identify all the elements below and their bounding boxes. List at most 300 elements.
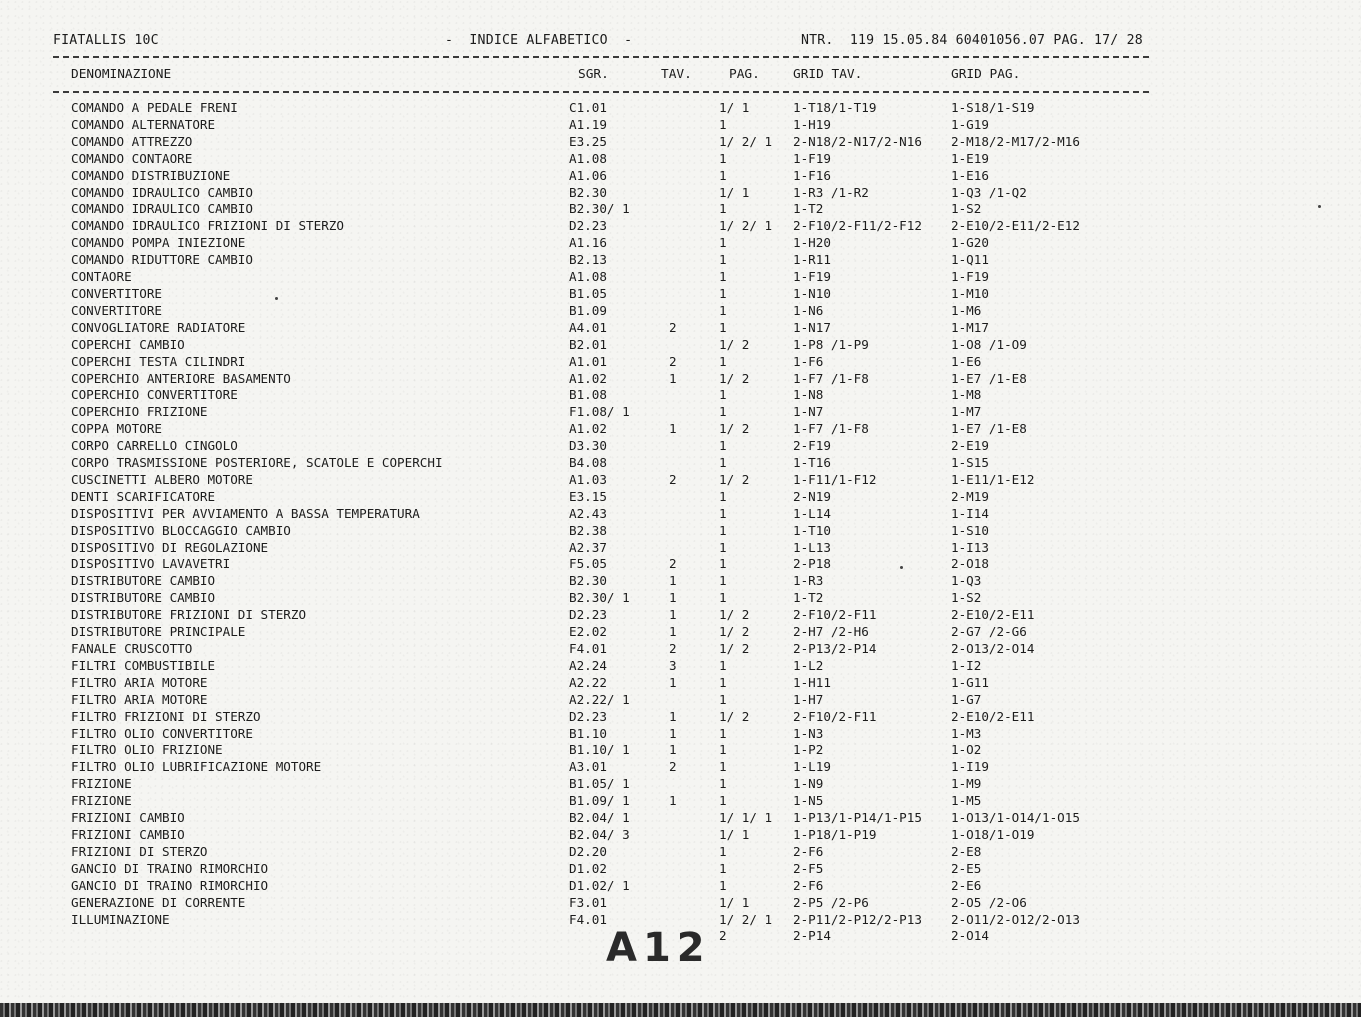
page-stamp: A12 [606, 925, 711, 971]
entry-grid-pag: 2-E5 [951, 860, 982, 876]
entry-sgr: F4.01 [569, 641, 607, 656]
entry-pag: 1 [719, 691, 727, 707]
entry-name: FILTRO ARIA MOTORE [71, 691, 208, 707]
entry-sgr: A4.01 [569, 319, 607, 335]
entry-sgr: A1.06 [569, 167, 607, 183]
entry-grid-tav: 1-N17 [793, 319, 831, 335]
entry-pag: 1 [719, 725, 727, 741]
header-title: - INDICE ALFABETICO - [445, 33, 633, 48]
entry-sgr: F5.05 [569, 556, 607, 572]
table-row [0, 573, 1361, 590]
entry-name: COMANDO CONTAORE [71, 150, 193, 166]
table-row [0, 742, 1361, 759]
table-row [0, 759, 1361, 776]
entry-grid-pag: 2-O11/2-O12/2-O13 [951, 911, 1080, 927]
entry-grid-pag: 2-G7 /2-G6 [951, 624, 1027, 640]
entry-grid-tav: 2-H7 /2-H6 [793, 624, 869, 640]
table-row [0, 878, 1361, 895]
entry-sgr: B2.30/ 1 [569, 590, 630, 606]
entry-pag: 1 [719, 455, 727, 471]
entry-tav: 1 [669, 370, 677, 386]
entry-sgr: A2.22 [569, 674, 607, 690]
entry-grid-tav: 1-L2 [793, 657, 824, 673]
entry-grid-pag: 2-M18/2-M17/2-M16 [951, 133, 1080, 149]
entry-grid-tav: 1-H20 [793, 235, 831, 251]
entry-grid-pag: 1-O8 /1-O9 [951, 336, 1027, 352]
entry-pag: 1 [719, 505, 727, 521]
entry-grid-pag: 1-S15 [951, 455, 989, 471]
col-header-sgr: SGR. [578, 67, 609, 82]
entry-pag: 1/ 1/ 1 [719, 810, 773, 826]
entry-name: FILTRO OLIO LUBRIFICAZIONE MOTORE [71, 759, 322, 775]
header-reference: NTR. 119 15.05.84 60401056.07 PAG. 17/ 28 [801, 33, 1143, 48]
entry-name: CONVERTITORE [71, 285, 162, 301]
entry-name: DISPOSITIVI PER AVVIAMENTO A BASSA TEMPERATURA [71, 505, 420, 521]
entry-pag: 1/ 2/ 1 [719, 911, 773, 927]
entry-name: COPERCHIO FRIZIONE [71, 404, 208, 420]
entry-pag: 1 [719, 116, 727, 132]
table-row [0, 286, 1361, 303]
header-model: FIATALLIS 10C [53, 33, 159, 48]
entry-grid-tav: 1-T10 [793, 522, 831, 538]
entry-pag: 1 [719, 843, 727, 859]
entry-pag: 1/ 2 [719, 421, 750, 437]
entry-grid-tav: 1-F16 [793, 167, 831, 183]
entry-name: COPPA MOTORE [71, 421, 162, 437]
table-row [0, 421, 1361, 438]
entry-grid-pag: 1-E6 [951, 353, 982, 369]
entry-name: GENERAZIONE DI CORRENTE [71, 894, 246, 910]
entry-sgr: A2.22/ 1 [569, 691, 630, 707]
entry-name: COPERCHI CAMBIO [71, 336, 185, 352]
entry-grid-pag: 2-M19 [951, 488, 989, 504]
table-row [0, 692, 1361, 709]
entry-grid-pag: 1-F19 [951, 269, 989, 285]
entry-grid-pag: 1-M10 [951, 285, 989, 301]
table-row [0, 100, 1361, 117]
entry-grid-pag: 1-E7 /1-E8 [951, 370, 1027, 386]
entry-pag: 1 [719, 860, 727, 876]
table-row [0, 252, 1361, 269]
table-row [0, 151, 1361, 168]
entry-sgr: D3.30 [569, 438, 607, 454]
entry-grid-tav: 2-N19 [793, 488, 831, 504]
entry-pag: 1 [719, 590, 727, 606]
entry-pag: 1 [719, 252, 727, 268]
entry-grid-pag: 1-O13/1-O14/1-O15 [951, 810, 1080, 826]
entry-grid-pag: 1-S18/1-S19 [951, 100, 1035, 115]
entry-grid-tav: 1-P2 [793, 742, 824, 758]
entry-grid-pag: 2-O13/2-O14 [951, 641, 1035, 656]
table-row [0, 810, 1361, 827]
entry-grid-tav: 1-T16 [793, 455, 831, 471]
entry-grid-pag: 1-E11/1-E12 [951, 471, 1035, 487]
entry-pag: 1 [719, 522, 727, 538]
entry-sgr: F1.08/ 1 [569, 404, 630, 420]
table-row [0, 337, 1361, 354]
entry-name: CONVOGLIATORE RADIATORE [71, 319, 246, 335]
entry-name: COMANDO DISTRIBUZIONE [71, 167, 231, 183]
table-row [0, 556, 1361, 573]
entry-sgr: B2.13 [569, 252, 607, 268]
entry-grid-pag: 1-M6 [951, 302, 982, 318]
entry-grid-pag: 1-G20 [951, 235, 989, 251]
entry-grid-tav: 2-F5 [793, 860, 824, 876]
entry-name: FRIZIONI CAMBIO [71, 826, 185, 842]
table-row [0, 827, 1361, 844]
table-row [0, 269, 1361, 286]
entry-grid-tav: 1-N8 [793, 387, 824, 403]
entry-grid-tav: 1-L13 [793, 539, 831, 555]
entry-grid-pag: 1-G7 [951, 691, 982, 707]
entry-grid-pag: 2-E10/2-E11 [951, 708, 1035, 724]
scan-edge-noise [0, 1003, 1361, 1017]
entry-tav: 1 [669, 742, 677, 758]
entry-sgr: A1.08 [569, 269, 607, 285]
entry-sgr: B1.09/ 1 [569, 793, 630, 809]
table-row [0, 793, 1361, 810]
entry-grid-tav: 1-P18/1-P19 [793, 826, 877, 842]
entry-pag: 1/ 2 [719, 336, 750, 352]
entry-pag: 1 [719, 235, 727, 251]
entry-sgr: A2.37 [569, 539, 607, 555]
table-row [0, 709, 1361, 726]
column-header-divider [53, 91, 1149, 93]
entry-grid-tav: 2-F6 [793, 843, 824, 859]
header-divider [53, 56, 1149, 58]
entry-grid-tav: 1-R3 /1-R2 [793, 184, 869, 200]
entry-name: DISPOSITIVO LAVAVETRI [71, 556, 231, 572]
entry-grid-tav: 2-F10/2-F11 [793, 607, 877, 623]
entry-name: FRIZIONI CAMBIO [71, 810, 185, 826]
entry-name: CONVERTITORE [71, 302, 162, 318]
entry-name: CORPO CARRELLO CINGOLO [71, 438, 238, 454]
entry-grid-pag: 1-M3 [951, 725, 982, 741]
entry-pag: 1/ 2/ 1 [719, 218, 773, 234]
entry-grid-tav: 1-F7 /1-F8 [793, 370, 869, 386]
entry-grid-tav: 1-F7 /1-F8 [793, 421, 869, 437]
entry-sgr: A1.19 [569, 116, 607, 132]
entry-grid-pag: 1-S10 [951, 522, 989, 538]
entry-grid-pag: 1-E7 /1-E8 [951, 421, 1027, 437]
table-row [0, 117, 1361, 134]
entry-grid-pag: 2-E19 [951, 438, 989, 454]
entry-tav: 1 [669, 708, 677, 724]
entry-grid-pag: 1-S2 [951, 590, 982, 606]
entry-grid-tav: 2-P14 [793, 928, 831, 944]
entry-pag: 1 [719, 877, 727, 893]
entry-pag: 1 [719, 201, 727, 217]
entry-grid-pag: 1-M9 [951, 776, 982, 792]
entry-sgr: A2.24 [569, 657, 607, 673]
table-row [0, 303, 1361, 320]
entry-grid-pag: 1-O2 [951, 742, 982, 758]
entry-tav: 1 [669, 674, 677, 690]
entry-pag: 1/ 1 [719, 184, 750, 200]
entry-grid-tav: 1-N9 [793, 776, 824, 792]
entry-grid-tav: 2-F10/2-F11/2-F12 [793, 218, 922, 234]
scan-speck [1318, 205, 1321, 208]
entry-tav: 1 [669, 421, 677, 437]
entry-grid-pag: 1-M8 [951, 387, 982, 403]
entry-sgr: B2.30 [569, 573, 607, 589]
entry-name: DENTI SCARIFICATORE [71, 488, 216, 504]
entry-grid-tav: 1-F19 [793, 150, 831, 166]
entry-sgr: B1.10 [569, 725, 607, 741]
entry-grid-pag: 1-Q3 /1-Q2 [951, 184, 1027, 200]
entry-grid-pag: 1-I14 [951, 505, 989, 521]
entry-sgr: D1.02 [569, 860, 607, 876]
entry-grid-pag: 1-Q3 [951, 573, 982, 589]
entry-sgr: B1.08 [569, 387, 607, 403]
table-row [0, 489, 1361, 506]
table-row [0, 235, 1361, 252]
entry-tav: 2 [669, 759, 677, 775]
entry-sgr: D1.02/ 1 [569, 877, 630, 893]
table-row [0, 218, 1361, 235]
entry-sgr: B2.38 [569, 522, 607, 538]
col-header-grid-tav: GRID TAV. [793, 67, 863, 82]
entry-pag: 1 [719, 285, 727, 301]
entry-sgr: D2.20 [569, 843, 607, 859]
index-table [0, 100, 1361, 945]
entry-grid-tav: 1-L14 [793, 505, 831, 521]
entry-grid-pag: 1-Q11 [951, 252, 989, 268]
entry-sgr: A1.01 [569, 353, 607, 369]
entry-grid-pag: 2-O14 [951, 928, 989, 944]
entry-tav: 2 [669, 471, 677, 487]
entry-tav: 2 [669, 319, 677, 335]
entry-name: COMANDO IDRAULICO CAMBIO [71, 184, 253, 200]
entry-grid-pag: 2-E10/2-E11 [951, 607, 1035, 623]
entry-grid-tav: 2-P11/2-P12/2-P13 [793, 911, 922, 927]
entry-tav: 1 [669, 793, 677, 809]
entry-grid-tav: 2-F19 [793, 438, 831, 454]
entry-pag: 1 [719, 302, 727, 318]
entry-grid-pag: 1-G11 [951, 674, 989, 690]
entry-pag: 1/ 1 [719, 100, 750, 115]
col-header-pag: PAG. [729, 67, 760, 82]
entry-name: DISTRIBUTORE PRINCIPALE [71, 624, 246, 640]
table-row [0, 540, 1361, 557]
entry-sgr: B4.08 [569, 455, 607, 471]
entry-grid-tav: 2-P18 [793, 556, 831, 572]
entry-name: COMANDO IDRAULICO FRIZIONI DI STERZO [71, 218, 344, 234]
entry-grid-pag: 1-S2 [951, 201, 982, 217]
entry-grid-tav: 1-N6 [793, 302, 824, 318]
entry-grid-pag: 1-I13 [951, 539, 989, 555]
entry-sgr: E3.25 [569, 133, 607, 149]
entry-name: CONTAORE [71, 269, 132, 285]
table-row [0, 895, 1361, 912]
entry-pag: 1/ 1 [719, 894, 750, 910]
entry-tav: 1 [669, 725, 677, 741]
table-row [0, 354, 1361, 371]
entry-name: CUSCINETTI ALBERO MOTORE [71, 471, 253, 487]
entry-grid-pag: 1-M5 [951, 793, 982, 809]
table-row [0, 168, 1361, 185]
entry-name: FILTRI COMBUSTIBILE [71, 657, 216, 673]
entry-name: DISTRIBUTORE FRIZIONI DI STERZO [71, 607, 307, 623]
table-row [0, 641, 1361, 658]
entry-sgr: B1.09 [569, 302, 607, 318]
table-row [0, 506, 1361, 523]
entry-grid-tav: 1-P13/1-P14/1-P15 [793, 810, 922, 826]
scan-speck [900, 566, 903, 569]
entry-name: COMANDO A PEDALE FRENI [71, 100, 238, 115]
entry-sgr: B1.10/ 1 [569, 742, 630, 758]
entry-sgr: C1.01 [569, 100, 607, 115]
entry-grid-pag: 1-I19 [951, 759, 989, 775]
col-header-grid-pag: GRID PAG. [951, 67, 1021, 82]
entry-sgr: B2.30 [569, 184, 607, 200]
entry-name: COMANDO POMPA INIEZIONE [71, 235, 246, 251]
entry-grid-tav: 1-R11 [793, 252, 831, 268]
entry-grid-tav: 1-N7 [793, 404, 824, 420]
entry-grid-pag: 1-O18/1-O19 [951, 826, 1035, 842]
entry-sgr: E3.15 [569, 488, 607, 504]
entry-name: FILTRO ARIA MOTORE [71, 674, 208, 690]
entry-name: FANALE CRUSCOTTO [71, 641, 193, 656]
table-row [0, 607, 1361, 624]
entry-sgr: A3.01 [569, 759, 607, 775]
entry-grid-pag: 2-O5 /2-O6 [951, 894, 1027, 910]
entry-sgr: A2.43 [569, 505, 607, 521]
entry-pag: 1 [719, 742, 727, 758]
entry-grid-pag: 1-I2 [951, 657, 982, 673]
entry-tav: 2 [669, 353, 677, 369]
entry-pag: 1 [719, 404, 727, 420]
entry-pag: 1 [719, 438, 727, 454]
entry-sgr: A1.08 [569, 150, 607, 166]
entry-grid-pag: 2-E8 [951, 843, 982, 859]
entry-pag: 1 [719, 573, 727, 589]
entry-pag: 1/ 2 [719, 708, 750, 724]
entry-pag: 1 [719, 556, 727, 572]
entry-name: FRIZIONE [71, 793, 132, 809]
entry-grid-tav: 1-T2 [793, 590, 824, 606]
entry-name: COMANDO RIDUTTORE CAMBIO [71, 252, 253, 268]
entry-pag: 1/ 2 [719, 471, 750, 487]
entry-name: DISPOSITIVO DI REGOLAZIONE [71, 539, 269, 555]
entry-grid-tav: 1-N10 [793, 285, 831, 301]
table-row [0, 523, 1361, 540]
entry-name: COPERCHI TESTA CILINDRI [71, 353, 246, 369]
entry-grid-tav: 1-N3 [793, 725, 824, 741]
entry-pag: 1 [719, 793, 727, 809]
entry-tav: 2 [669, 556, 677, 572]
entry-name: GANCIO DI TRAINO RIMORCHIO [71, 860, 269, 876]
table-row [0, 455, 1361, 472]
entry-pag: 1 [719, 759, 727, 775]
entry-pag: 2 [719, 928, 727, 944]
entry-grid-pag: 2-E6 [951, 877, 982, 893]
entry-grid-tav: 2-N18/2-N17/2-N16 [793, 133, 922, 149]
col-header-tav: TAV. [661, 67, 692, 82]
table-row [0, 624, 1361, 641]
table-row [0, 438, 1361, 455]
table-row [0, 404, 1361, 421]
entry-name: COMANDO IDRAULICO CAMBIO [71, 201, 253, 217]
table-row [0, 675, 1361, 692]
entry-tav: 1 [669, 624, 677, 640]
entry-grid-tav: 1-R3 [793, 573, 824, 589]
entry-name: COMANDO ATTREZZO [71, 133, 193, 149]
table-row [0, 658, 1361, 675]
entry-name: GANCIO DI TRAINO RIMORCHIO [71, 877, 269, 893]
table-row [0, 387, 1361, 404]
entry-grid-tav: 1-T2 [793, 201, 824, 217]
entry-sgr: B2.04/ 3 [569, 826, 630, 842]
entry-grid-tav: 1-H11 [793, 674, 831, 690]
entry-name: DISTRIBUTORE CAMBIO [71, 573, 216, 589]
entry-pag: 1 [719, 387, 727, 403]
entry-grid-tav: 1-P8 /1-P9 [793, 336, 869, 352]
table-row [0, 201, 1361, 218]
entry-grid-tav: 1-H19 [793, 116, 831, 132]
entry-sgr: D2.23 [569, 218, 607, 234]
table-row [0, 726, 1361, 743]
entry-name: CORPO TRASMISSIONE POSTERIORE, SCATOLE E COPERCHI [71, 455, 443, 471]
entry-name: FRIZIONE [71, 776, 132, 792]
table-row [0, 185, 1361, 202]
entry-pag: 1/ 2 [719, 641, 750, 656]
entry-pag: 1 [719, 539, 727, 555]
entry-tav: 1 [669, 607, 677, 623]
entry-grid-tav: 1-T18/1-T19 [793, 100, 877, 115]
entry-name: FILTRO OLIO FRIZIONE [71, 742, 223, 758]
entry-pag: 1/ 2 [719, 624, 750, 640]
entry-sgr: A1.02 [569, 370, 607, 386]
entry-sgr: E2.02 [569, 624, 607, 640]
entry-pag: 1 [719, 353, 727, 369]
entry-pag: 1/ 2/ 1 [719, 133, 773, 149]
entry-grid-pag: 2-E10/2-E11/2-E12 [951, 218, 1080, 234]
entry-name: COPERCHIO CONVERTITORE [71, 387, 238, 403]
entry-sgr: B2.01 [569, 336, 607, 352]
entry-name: DISTRIBUTORE CAMBIO [71, 590, 216, 606]
entry-sgr: A1.02 [569, 421, 607, 437]
entry-name: FRIZIONI DI STERZO [71, 843, 208, 859]
entry-sgr: B1.05 [569, 285, 607, 301]
entry-grid-tav: 2-F6 [793, 877, 824, 893]
entry-pag: 1 [719, 776, 727, 792]
entry-sgr: B2.04/ 1 [569, 810, 630, 826]
scan-speck [275, 297, 278, 300]
entry-pag: 1 [719, 674, 727, 690]
entry-grid-pag: 2-O18 [951, 556, 989, 572]
entry-grid-pag: 1-G19 [951, 116, 989, 132]
table-row [0, 472, 1361, 489]
entry-pag: 1/ 2 [719, 607, 750, 623]
entry-sgr: A1.16 [569, 235, 607, 251]
entry-pag: 1 [719, 167, 727, 183]
entry-sgr: F4.01 [569, 911, 607, 927]
col-header-name: DENOMINAZIONE [71, 67, 172, 82]
entry-pag: 1/ 2 [719, 370, 750, 386]
entry-name: COPERCHIO ANTERIORE BASAMENTO [71, 370, 291, 386]
entry-grid-pag: 1-M17 [951, 319, 989, 335]
entry-pag: 1 [719, 319, 727, 335]
entry-grid-tav: 1-H7 [793, 691, 824, 707]
entry-grid-tav: 2-P13/2-P14 [793, 641, 877, 656]
table-row [0, 320, 1361, 337]
entry-pag: 1 [719, 488, 727, 504]
entry-name: COMANDO ALTERNATORE [71, 116, 216, 132]
entry-pag: 1 [719, 269, 727, 285]
entry-name: DISPOSITIVO BLOCCAGGIO CAMBIO [71, 522, 291, 538]
entry-pag: 1/ 1 [719, 826, 750, 842]
